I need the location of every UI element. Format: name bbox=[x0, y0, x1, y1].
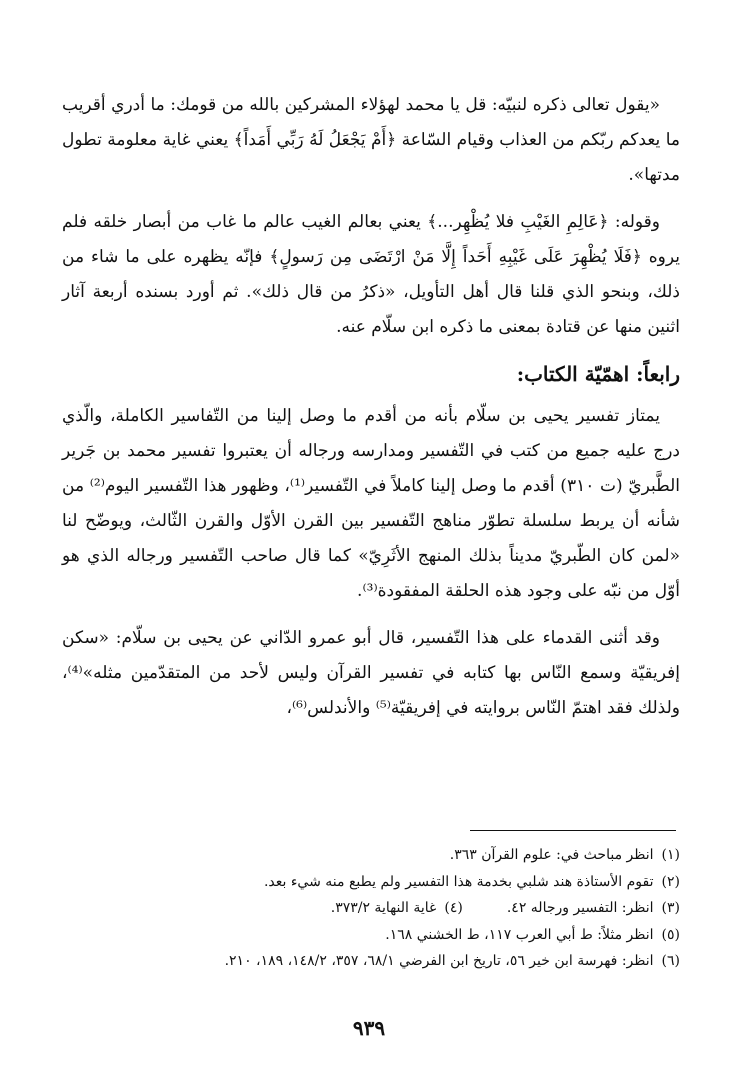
paragraph-praise: وقد أثنى القدماء على هذا التّفسير، قال أبو عمرو الدّاني عن يحيى بن سلّام: «سكن إفريقيّة وسمع النّاس بها كتابه في تفسير القرآن وليس لأحد من المتقدّمين مثله»⁽⁴⁾، ولذلك فقد اهتمّ النّاس بروايته في إفريقيّة⁽⁵⁾ والأندلس⁽⁶⁾، bbox=[62, 628, 680, 718]
footnote-number: (١) bbox=[661, 847, 680, 863]
footnote-text: غاية النهاية ٣٧٣/٢. bbox=[330, 900, 437, 916]
footnote-number: (٦) bbox=[661, 953, 680, 969]
page-number: ٩٣٩ bbox=[352, 1016, 386, 1040]
footnote-3 bbox=[507, 895, 680, 922]
footnotes bbox=[62, 842, 680, 975]
footnote-separator bbox=[470, 830, 676, 831]
footnote-1 bbox=[62, 842, 680, 869]
footnote-text: انظر مثلاً: ط أبي العرب ١١٧، ط الخشني ١٦٨. bbox=[385, 926, 654, 943]
footnote-4 bbox=[331, 895, 463, 922]
footnote-text: انظر: فهرسة ابن خير ٥٦، تاريخ ابن الفرضي ٦٨/١، ٣٥٧، ١٤٨/٢، ١٨٩، ٢١٠. bbox=[224, 953, 654, 969]
footnote-6 bbox=[62, 948, 680, 975]
main-text bbox=[62, 88, 680, 738]
footnote-number: (٥) bbox=[661, 926, 680, 943]
footnote-2 bbox=[62, 869, 680, 896]
footnote-5 bbox=[62, 922, 680, 949]
footnote-number: (٤) bbox=[444, 900, 463, 916]
paragraph-importance: يمتاز تفسير يحيى بن سلّام بأنه من أقدم ما وصل إلينا من التّفاسير الكاملة، والّذي درج عليه جميع من كتب في التّفسير ومدارسه ورجاله أن يعتبروا تفسير محمد بن جَرير الطَّبريّ (ت ٣١٠) أقدم ما وصل إلينا كاملاً في التّفسير⁽¹⁾، وظهور هذا التّفسير اليوم⁽²⁾ من شأنه أن يربط سلسلة تطوّر مناهج التّفسير بين القرن الأوّل والقرن الثّالث، ويوضّح لنا «لمن كان الطّبريّ مديناً بذلك المنهج الأثَرِيّ» كما قال صاحب التّفسير ورجاله الذي هو أوّل من نبّه على وجود هذه الحلقة المفقودة⁽³⁾. bbox=[62, 406, 680, 601]
section-heading: رابعاً: اهمّيّة الكتاب: bbox=[516, 362, 680, 386]
paragraph-commentary: وقوله: ﴿عَالِمِ الغَيْبِ فلا يُظْهِر...﴾ يعني بعالم الغيب عالم ما غاب من أبصار خلقه فلم يروه ﴿فَلَا يُظْهِرَ عَلَى غَيْبِهِ أَحَداً إِلَّا مَنْ ارْتَضَى مِن رَسولٍ﴾ فإنّه يظهره على ما شاء من ذلك، وبنحو الذي قلنا قال أهل التأويل، «ذكرُ من قال ذلك». ثم أورد بسنده أربعة آثار اثنين منها عن قتادة بمعنى ما ذكره ابن سلّام عنه. bbox=[62, 212, 680, 337]
footnote-text: انظر: التفسير ورجاله ٤٢. bbox=[506, 900, 654, 916]
footnote-number: (٢) bbox=[661, 873, 680, 890]
footnote-row-3-4 bbox=[62, 895, 680, 922]
footnote-number: (٣) bbox=[661, 900, 680, 916]
paragraph-quote: «يقول تعالى ذكره لنبيّه: قل يا محمد لهؤلاء المشركين بالله من قومك: ما أدري أقريب ما يعدكم ربّكم من العذاب وقيام السّاعة ﴿أَمْ يَجْعَلُ لَهُ رَبِّي أَمَداً﴾ يعني غاية معلومة تطول مدتها». bbox=[62, 95, 680, 185]
footnote-text: انظر مباحث في: علوم القرآن ٣٦٣. bbox=[449, 847, 654, 863]
footnote-text: تقوم الأستاذة هند شلبي بخدمة هذا التفسير ولم يطبع منه شيء بعد. bbox=[263, 873, 654, 890]
